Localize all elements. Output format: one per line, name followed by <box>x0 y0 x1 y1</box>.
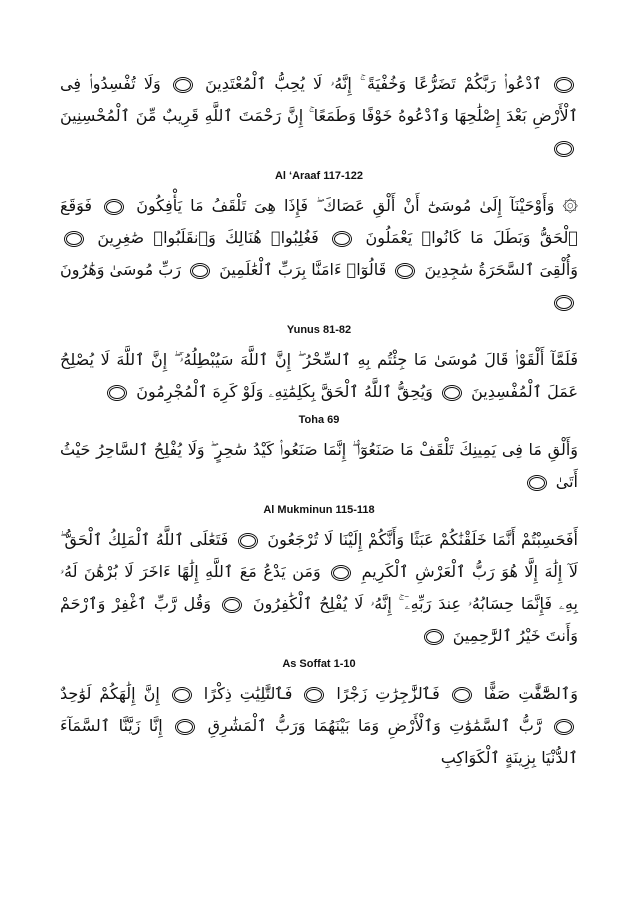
ayah-end-marker <box>424 629 444 645</box>
ayah-end-marker <box>332 231 352 247</box>
verse-text: فَلَمَّآ أَلْقَوْا۟ قَالَ مُوسَىٰ مَا جِئْتُم بِهِ ٱلسِّحْرُ ۖ إِنَّ ٱللَّهَ سَيُبْطِلُهُۥٓ ۖ إِنَّ ٱللَّهَ لَا يُصْلِحُ عَمَلَ ٱلْمُفْسِدِينَ <box>60 350 578 401</box>
verse-block <box>60 68 578 164</box>
verse-text: إِنَّ إِلَٰهَكُمْ لَوَٰحِدٌ <box>60 684 160 703</box>
ayah-end-marker <box>442 385 462 401</box>
verse-text: ۞ وَأَوْحَيْنَآ إِلَىٰ مُوسَىٰٓ أَنْ أَلْقِ عَصَاكَ ۖ فَإِذَا هِىَ تَلْقَفُ مَا يَأْفِكُونَ <box>136 196 578 215</box>
verse-text: رَبِّ مُوسَىٰ وَهَٰرُونَ <box>60 260 182 279</box>
verse-block <box>60 524 578 652</box>
ayah-end-marker <box>304 687 324 703</box>
verse-text: فَوَقَعَ ٱلْحَقُّ وَبَطَلَ مَا كَانُوا۟ يَعْمَلُونَ <box>60 196 578 247</box>
verse-text: وَأَلْقِ مَا فِى يَمِينِكَ تَلْقَفْ مَا صَنَعُوٓا۟ ۖ إِنَّمَا صَنَعُوا۟ كَيْدُ سَٰحِرٍ ۖ وَلَا يُفْلِحُ ٱلسَّاحِرُ حَيْثُ أَتَىٰ <box>60 440 578 491</box>
section-toha-69 <box>60 414 578 498</box>
verse-text: فَٱلتَّٰلِيَٰتِ ذِكْرًا <box>203 684 293 703</box>
ayah-end-marker <box>107 385 127 401</box>
ayah-end-marker <box>64 231 84 247</box>
document-page <box>60 68 578 774</box>
verse-text: وَٱلصَّٰٓفَّٰتِ صَفًّا <box>483 684 578 703</box>
section-araf-55-56 <box>60 68 578 164</box>
ayah-end-marker <box>190 263 210 279</box>
ayah-end-marker <box>222 597 242 613</box>
verse-text: فَتَعَٰلَى ٱللَّهُ ٱلْمَلِكُ ٱلْحَقُّ ۖ لَآ إِلَٰهَ إِلَّا هُوَ رَبُّ ٱلْعَرْشِ ٱلْكَرِيمِ <box>60 530 578 581</box>
ayah-end-marker <box>554 295 574 311</box>
verse-text: قَالُوٓا۟ ءَامَنَّا بِرَبِّ ٱلْعَٰلَمِينَ <box>219 260 387 279</box>
verse-block <box>60 434 578 498</box>
verse-text: وَقُل رَّبِّ ٱغْفِرْ وَٱرْحَمْ وَأَنتَ خَيْرُ ٱلرَّٰحِمِينَ <box>60 594 578 645</box>
ayah-end-marker <box>104 199 124 215</box>
verse-block <box>60 344 578 408</box>
verse-text: رَّبُّ ٱلسَّمَٰوَٰتِ وَٱلْأَرْضِ وَمَا بَيْنَهُمَا وَرَبُّ ٱلْمَشَٰرِقِ <box>207 716 542 735</box>
ayah-end-marker <box>554 141 574 157</box>
section-mukminun-115-118 <box>60 504 578 652</box>
verse-text: وَمَن يَدْعُ مَعَ ٱللَّهِ إِلَٰهًا ءَاخَرَ لَا بُرْهَٰنَ لَهُۥ بِهِۦ فَإِنَّمَا حِسَابُهُۥ عِندَ رَبِّهِۦٓ ۚ إِنَّهُۥ لَا يُفْلِحُ ٱلْكَٰفِرُونَ <box>60 562 578 613</box>
verse-text: إِنَّا زَيَّنَّا ٱلسَّمَآءَ ٱلدُّنْيَا بِزِينَةٍ ٱلْكَوَاكِبِ <box>60 716 578 767</box>
verse-block <box>60 190 578 318</box>
verse-text: فَغُلِبُوا۟ هُنَالِكَ وَٱنقَلَبُوا۟ صَٰغِرِينَ <box>97 228 319 247</box>
section-heading: Al Mukminun 115-118 <box>263 504 375 516</box>
ayah-end-marker <box>238 533 258 549</box>
ayah-end-marker <box>173 77 193 93</box>
verse-text: أَفَحَسِبْتُمْ أَنَّمَا خَلَقْنَٰكُمْ عَبَثًا وَأَنَّكُمْ إِلَيْنَا لَا تُرْجَعُونَ <box>267 530 578 549</box>
section-heading: As Soffat 1-10 <box>282 658 356 670</box>
section-heading: Toha 69 <box>298 414 340 426</box>
verse-block <box>60 678 578 774</box>
ayah-end-marker <box>172 687 192 703</box>
verse-text: وَلَا تُفْسِدُوا۟ فِى ٱلْأَرْضِ بَعْدَ إِصْلَٰحِهَا وَٱدْعُوهُ خَوْفًا وَطَمَعًا ۚ إِنَّ رَحْمَتَ ٱللَّهِ قَرِيبٌ مِّنَ ٱلْمُحْسِنِينَ <box>60 74 578 125</box>
ayah-end-marker <box>452 687 472 703</box>
ayah-end-marker <box>554 719 574 735</box>
ayah-end-marker <box>527 475 547 491</box>
verse-text: وَيُحِقُّ ٱللَّهُ ٱلْحَقَّ بِكَلِمَٰتِهِۦ وَلَوْ كَرِهَ ٱلْمُجْرِمُونَ <box>136 382 433 401</box>
ayah-end-marker <box>554 77 574 93</box>
ayah-end-marker <box>395 263 415 279</box>
ayah-end-marker <box>331 565 351 581</box>
verse-text: فَٱلزَّٰجِرَٰتِ زَجْرًا <box>336 684 440 703</box>
section-araf-117-122 <box>60 170 578 318</box>
ayah-end-marker <box>175 719 195 735</box>
verse-text: ٱدْعُوا۟ رَبَّكُمْ تَضَرُّعًا وَخُفْيَةً ۚ إِنَّهُۥ لَا يُحِبُّ ٱلْمُعْتَدِينَ <box>205 74 542 93</box>
section-heading: Yunus 81-82 <box>286 324 352 336</box>
verse-text: وَأُلْقِىَ ٱلسَّحَرَةُ سَٰجِدِينَ <box>424 260 578 279</box>
section-soffat-1-10 <box>60 658 578 774</box>
section-heading: Al ‘Araaf 117-122 <box>274 170 364 182</box>
section-yunus-81-82 <box>60 324 578 408</box>
